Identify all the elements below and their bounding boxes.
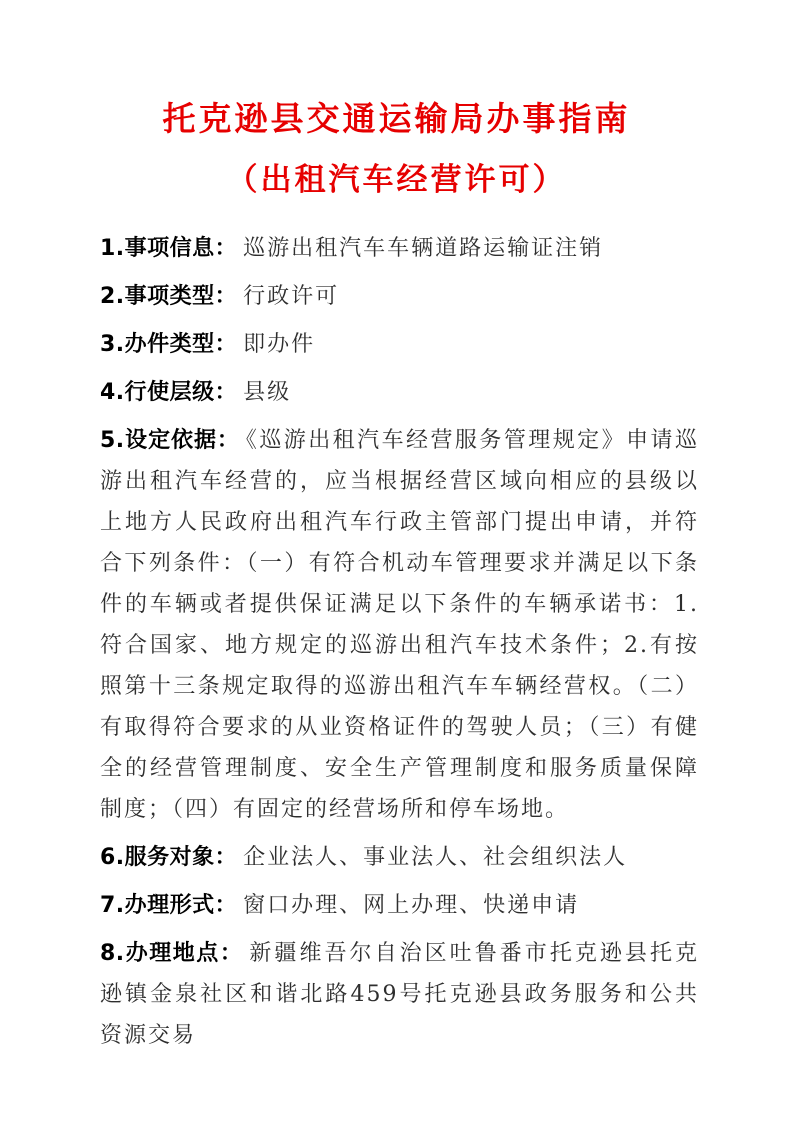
document-title: 托克逊县交通运输局办事指南 bbox=[162, 99, 631, 138]
guide-item-5 bbox=[100, 420, 699, 830]
item-value: 企业法人、事业法人、社会组织法人 bbox=[243, 845, 628, 870]
guide-item-6 bbox=[100, 837, 699, 878]
document-subtitle: （出租汽车经营许可） bbox=[226, 162, 567, 198]
item-value: 即办件 bbox=[243, 332, 316, 357]
guide-item-7 bbox=[100, 885, 699, 926]
item-label: 8.办理地点： bbox=[100, 941, 244, 966]
guide-item-8 bbox=[100, 933, 699, 1056]
item-label: 7.办理形式： bbox=[100, 893, 238, 918]
title-block bbox=[0, 0, 793, 198]
item-value: 《巡游出租汽车经营服务管理规定》申请巡游出租汽车经营的，应当根据经营区域向相应的县级以上地方人民政府出租汽车行政主管部门提出申请，并符合下列条件：（一）有符合机动车管理要求并满足以下条件的车辆或者提供保证满足以下条件的车辆承诺书：1.符合国家、地方规定的巡游出租汽车技术条件；2.有按照第十三条规定取得的巡游出租汽车车辆经营权。（二）有取得符合要求的从业资格证件的驾驶人员；（三）有健全的经营管理制度、安全生产管理制度和服务质量保障制度；（四）有固定的经营场所和停车场地。 bbox=[100, 428, 699, 822]
item-value: 巡游出租汽车车辆道路运输证注销 bbox=[243, 236, 604, 261]
guide-item-3 bbox=[100, 324, 699, 365]
item-value: 县级 bbox=[243, 380, 292, 405]
guide-items bbox=[100, 228, 699, 1056]
guide-item-2 bbox=[100, 276, 699, 317]
item-label: 3.办件类型： bbox=[100, 332, 238, 357]
item-label: 6.服务对象： bbox=[100, 845, 238, 870]
item-value: 窗口办理、网上办理、快递申请 bbox=[243, 893, 580, 918]
guide-item-1 bbox=[100, 228, 699, 269]
item-label: 2.事项类型： bbox=[100, 284, 238, 309]
item-value: 行政许可 bbox=[243, 284, 340, 309]
guide-item-4 bbox=[100, 372, 699, 413]
item-label: 1.事项信息： bbox=[100, 236, 238, 261]
item-label: 5.设定依据： bbox=[100, 428, 240, 453]
item-value: 新疆维吾尔自治区吐鲁番市托克逊县托克逊镇金泉社区和谐北路459号托克逊县政务服务和公共资源交易 bbox=[100, 941, 699, 1048]
item-label: 4.行使层级： bbox=[100, 380, 238, 405]
